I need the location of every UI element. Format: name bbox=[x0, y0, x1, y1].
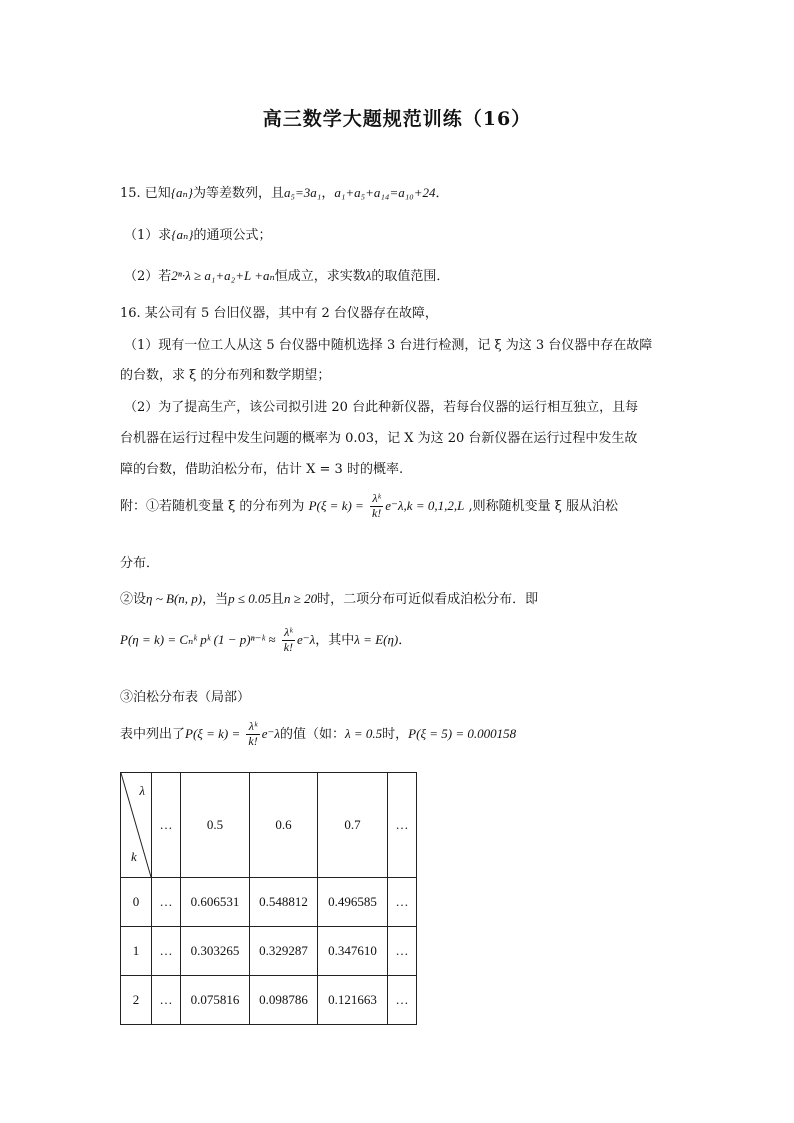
table-cell: … bbox=[152, 976, 181, 1025]
appendix-note4 bbox=[120, 720, 516, 749]
note1-k-values: ,k = 0,1,2,L bbox=[403, 497, 465, 513]
note2-fraction bbox=[282, 626, 295, 655]
q15-stem bbox=[120, 182, 449, 201]
q15-stem-prefix: 15. 已知 bbox=[120, 186, 171, 201]
table-header-cell: 0.6 bbox=[250, 773, 318, 878]
q15-part2-text: 恒成立，求实数 bbox=[274, 269, 366, 284]
q15-condition-1: a₅=3a₁ bbox=[284, 185, 322, 200]
note2-exponential: e⁻λ bbox=[297, 631, 316, 647]
q15-sequence: {aₙ} bbox=[170, 185, 193, 200]
table-cell: 0.075816 bbox=[181, 976, 250, 1025]
note4-lambda-example: λ = 0.5 bbox=[345, 725, 383, 741]
table-k-cell: 2 bbox=[121, 976, 152, 1025]
note2-fraction-denominator: k! bbox=[283, 639, 294, 654]
table-header-row bbox=[121, 773, 417, 878]
note2-text: 时，二项分布可近似看成泊松分布．即 bbox=[317, 592, 539, 607]
q15-part2 bbox=[124, 265, 449, 284]
note2-lambda-def: λ = E(η) bbox=[354, 631, 399, 647]
corner-k-label: k bbox=[131, 849, 137, 864]
appendix-note1-end: 分布． bbox=[120, 556, 160, 571]
q16-part1-line2: 的台数，求 ξ 的分布列和数学期望； bbox=[120, 368, 331, 383]
table-cell: 0.098786 bbox=[250, 976, 318, 1025]
note1-text: ,则称随机变量 ξ 服从泊松 bbox=[464, 498, 619, 514]
table-row bbox=[121, 976, 417, 1025]
table-cell: … bbox=[152, 878, 181, 927]
q15-part2-end: 的取值范围． bbox=[371, 269, 450, 284]
q16-part2-line1: （2）为了提高生产，该公司拟引进 20 台此种新仪器，若每台仪器的运行相互独立，且每 bbox=[124, 400, 639, 415]
note2-prefix: ②设 bbox=[120, 592, 147, 607]
note1-fraction-denominator: k! bbox=[371, 505, 382, 520]
note4-text: 的值（如： bbox=[279, 726, 345, 742]
table-cell: … bbox=[388, 878, 417, 927]
table-header-cell: 0.5 bbox=[181, 773, 250, 878]
note4-probability: P(ξ = k) = bbox=[185, 725, 241, 741]
table-header-cell: … bbox=[152, 773, 181, 878]
table-header-cell: … bbox=[388, 773, 417, 878]
q15-part1 bbox=[124, 224, 271, 243]
table-cell: 0.347610 bbox=[318, 927, 388, 976]
note4-when: 时， bbox=[382, 726, 409, 742]
q15-condition-2: a₁+a₅+a₁₄=a₁₀+24 bbox=[334, 185, 436, 200]
note2-and: 且 bbox=[271, 592, 285, 607]
q15-part1-sequence: {aₙ} bbox=[171, 227, 194, 242]
q15-separator: ， bbox=[321, 186, 335, 201]
appendix-note2 bbox=[120, 588, 538, 607]
corner-lambda-label: λ bbox=[139, 783, 145, 798]
table-cell: 0.496585 bbox=[318, 878, 388, 927]
note4-exponential: e⁻λ bbox=[261, 725, 280, 741]
note2-when: ，当 bbox=[202, 592, 229, 607]
note2-fraction-numerator: λᵏ bbox=[282, 626, 295, 641]
note2-condition-n: n ≥ 20 bbox=[284, 591, 318, 606]
note4-prefix: 表中列出了 bbox=[120, 726, 186, 742]
q15-stem-end: ． bbox=[435, 186, 449, 201]
table-cell: … bbox=[152, 927, 181, 976]
note1-fraction-numerator: λᵏ bbox=[370, 492, 383, 507]
note4-fraction bbox=[246, 720, 259, 749]
note2-distribution: η ~ B(n, p) bbox=[146, 591, 203, 606]
table-cell: 0.548812 bbox=[250, 878, 318, 927]
table-cell: … bbox=[388, 976, 417, 1025]
note2-end: ． bbox=[398, 632, 412, 648]
table-cell: 0.606531 bbox=[181, 878, 250, 927]
table-cell: 0.329287 bbox=[250, 927, 318, 976]
q15-part2-inequality: 2ⁿ·λ ≥ a₁+a₂+L +aₙ bbox=[171, 268, 275, 283]
q15-part2-prefix: （2）若 bbox=[124, 269, 172, 284]
note1-exponential: e⁻λ bbox=[385, 497, 404, 513]
table-corner-cell bbox=[121, 773, 152, 878]
q16-stem: 16. 某公司有 5 台旧仪器，其中有 2 台仪器存在故障， bbox=[120, 306, 438, 321]
table-cell: 0.303265 bbox=[181, 927, 250, 976]
note1-fraction bbox=[370, 492, 383, 521]
page-title: 高三数学大题规范训练（16） bbox=[262, 108, 532, 130]
q15-stem-mid: 为等差数列，且 bbox=[192, 186, 284, 201]
note2-binomial-formula: P(η = k) = Cₙᵏ pᵏ (1 − p)ⁿ⁻ᵏ ≈ bbox=[120, 631, 276, 647]
note1-prefix: 附：①若随机变量 ξ 的分布列为 bbox=[120, 498, 305, 514]
q15-part2-lambda: λ bbox=[365, 268, 372, 283]
note1-probability: P(ξ = k) = bbox=[308, 497, 364, 513]
note4-fraction-numerator: λᵏ bbox=[246, 720, 259, 735]
table-k-cell: 0 bbox=[121, 878, 152, 927]
note2-condition-p: p ≤ 0.05 bbox=[228, 591, 272, 606]
table-header-cell: 0.7 bbox=[318, 773, 388, 878]
corner-diagonal bbox=[121, 773, 151, 877]
q16-part2-line3: 障的台数，借助泊松分布，估计 X = 3 时的概率. bbox=[120, 462, 404, 477]
table-row bbox=[121, 927, 417, 976]
q16-part2-line2: 台机器在运行过程中发生问题的概率为 0.03，记 X 为这 20 台新仪器在运行过程中发生故 bbox=[120, 431, 638, 446]
q15-part1-text: 的通项公式； bbox=[193, 228, 272, 243]
note4-fraction-denominator: k! bbox=[248, 733, 258, 748]
table-cell: 0.121663 bbox=[318, 976, 388, 1025]
poisson-table bbox=[120, 772, 417, 1025]
table-k-cell: 1 bbox=[121, 927, 152, 976]
table-cell: … bbox=[388, 927, 417, 976]
q16-part1-line1: （1）现有一位工人从这 5 台仪器中随机选择 3 台进行检测，记 ξ 为这 3 台仪器中存在故障 bbox=[124, 338, 653, 353]
appendix-note3: ③泊松分布表（局部） bbox=[120, 690, 251, 705]
table-row bbox=[121, 878, 417, 927]
appendix-note2-formula bbox=[120, 626, 411, 655]
appendix-note1 bbox=[120, 492, 618, 521]
q15-part1-prefix: （1）求 bbox=[124, 228, 172, 243]
note4-probability-example: P(ξ = 5) = 0.000158 bbox=[408, 725, 517, 741]
note2-where: ，其中 bbox=[315, 632, 355, 648]
